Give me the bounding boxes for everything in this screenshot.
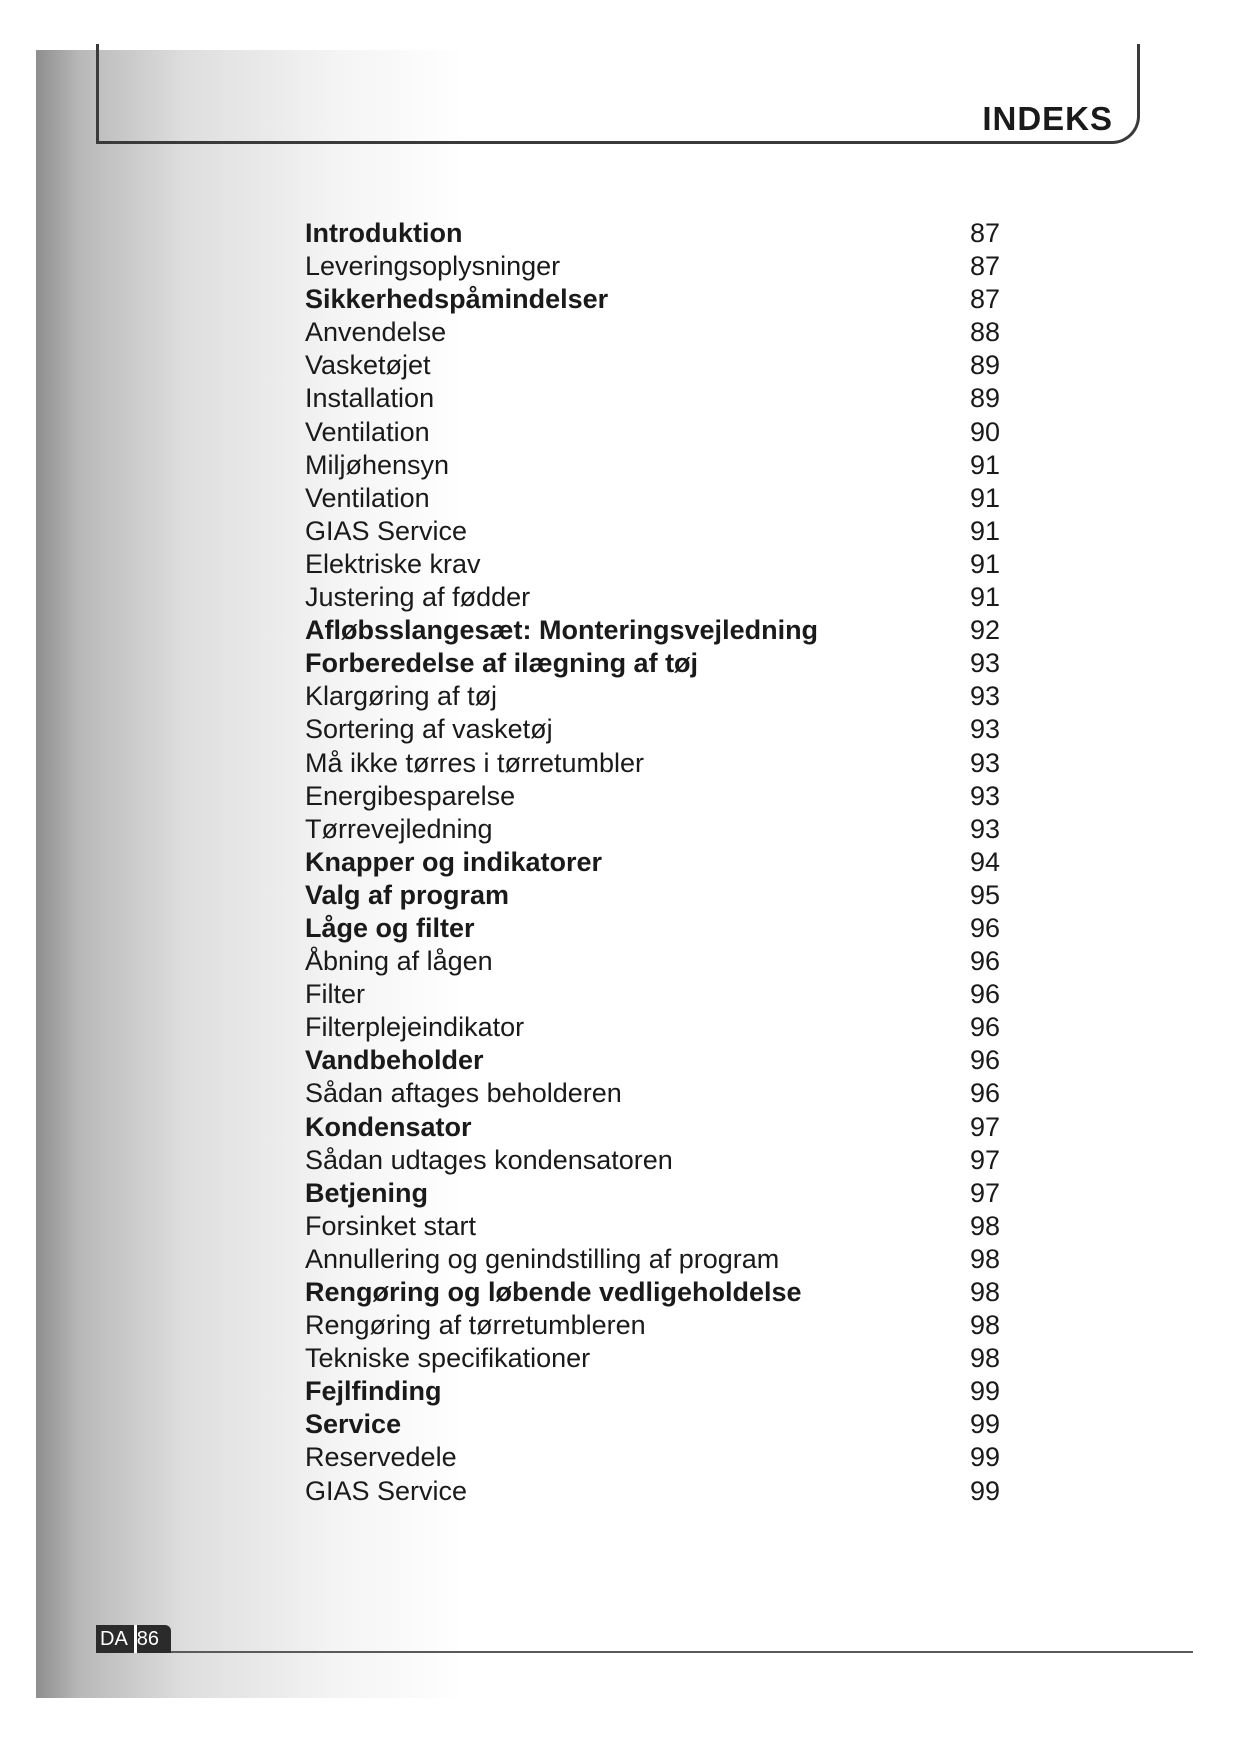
toc-entry-page: 93 (970, 780, 1001, 811)
toc-entry[interactable] (305, 680, 1015, 713)
footer-page-badge (96, 1625, 171, 1653)
toc-entry-label: GIAS Service (305, 1475, 468, 1506)
toc-entry[interactable] (305, 1144, 1015, 1177)
toc-entry[interactable] (305, 1276, 1015, 1309)
toc-entry-page: 99 (970, 1442, 1001, 1473)
toc-entry-page: 96 (970, 912, 1001, 943)
toc-entry-label: Installation (305, 383, 435, 414)
toc-entry-page: 99 (970, 1409, 1001, 1440)
toc-entry-label: Service (305, 1409, 402, 1440)
toc-entry[interactable] (305, 978, 1015, 1011)
toc-entry[interactable] (305, 747, 1015, 780)
toc-entry-page: 96 (970, 1078, 1001, 1109)
page-title: INDEKS (982, 100, 1113, 137)
toc-entry-label: Reservedele (305, 1442, 457, 1473)
toc-entry-page: 97 (970, 1111, 1001, 1142)
toc-entry-page: 91 (970, 582, 1001, 613)
toc-entry[interactable] (305, 1342, 1015, 1375)
toc-entry-page: 91 (970, 548, 1001, 579)
toc-entry-label: GIAS Service (305, 515, 468, 546)
toc-entry[interactable] (305, 217, 1015, 250)
toc-entry[interactable] (305, 780, 1015, 813)
toc-entry-page: 99 (970, 1376, 1001, 1407)
toc-entry-page: 97 (970, 1177, 1001, 1208)
toc-entry-label: Annullering og genindstilling af program (305, 1243, 780, 1274)
toc-entry-page: 87 (970, 218, 1001, 248)
toc-entry[interactable] (305, 945, 1015, 978)
toc-entry-page: 88 (970, 317, 1001, 348)
toc-entry-label: Ventilation (305, 416, 430, 447)
toc-entry-label: Energibesparelse (305, 780, 516, 811)
toc-entry-page: 90 (970, 416, 1001, 447)
toc-entry-page: 96 (970, 946, 1001, 977)
toc-entry-page: 89 (970, 383, 1001, 414)
toc-entry[interactable] (305, 581, 1015, 614)
toc-entry[interactable] (305, 1408, 1015, 1441)
toc-entry-label: Knapper og indikatorer (305, 846, 603, 877)
toc-entry-page: 96 (970, 1045, 1001, 1076)
toc-entry[interactable] (305, 879, 1015, 912)
toc-entry-label: Låge og filter (305, 912, 475, 943)
toc-entry-page: 92 (970, 615, 1001, 646)
toc-entry-page: 89 (970, 350, 1001, 381)
toc-entry-page: 93 (970, 747, 1001, 778)
toc-entry-label: Forberedelse af ilægning af tøj (305, 648, 699, 679)
toc-entry-page: 93 (970, 648, 1001, 679)
toc-entry[interactable] (305, 1210, 1015, 1243)
toc-entry[interactable] (305, 1011, 1015, 1044)
toc-entry[interactable] (305, 614, 1015, 647)
toc-entry[interactable] (305, 250, 1015, 283)
toc-entry[interactable] (305, 846, 1015, 879)
toc-entry[interactable] (305, 1441, 1015, 1474)
toc-entry-label: Miljøhensyn (305, 449, 450, 480)
toc-entry-label: Filter (305, 979, 365, 1010)
toc-entry-page: 93 (970, 813, 1001, 844)
toc-entry-page: 98 (970, 1243, 1001, 1274)
toc-entry-label: Fejlfinding (305, 1376, 442, 1407)
toc-entry[interactable] (305, 1375, 1015, 1408)
toc-entry-label: Rengøring af tørretumbleren (305, 1310, 646, 1341)
toc-entry[interactable] (305, 382, 1015, 415)
toc-entry-page: 95 (970, 879, 1001, 910)
toc-entry-page: 98 (970, 1310, 1001, 1341)
toc-entry-label: Filterplejeindikator (305, 1012, 525, 1043)
toc-entry-page: 93 (970, 714, 1001, 745)
toc-entry-page: 91 (970, 515, 1001, 546)
toc-entry-label: Elektriske krav (305, 548, 481, 579)
toc-entry[interactable] (305, 1309, 1015, 1342)
toc-entry-page: 98 (970, 1343, 1001, 1374)
toc-entry-label: Ventilation (305, 482, 430, 513)
toc-entry-label: Vasketøjet (305, 350, 431, 381)
toc-entry[interactable] (305, 1044, 1015, 1077)
toc-entry-label: Valg af program (305, 879, 510, 910)
toc-entry[interactable] (305, 713, 1015, 746)
toc-entry-page: 87 (970, 284, 1001, 315)
toc-entry[interactable] (305, 1177, 1015, 1210)
toc-entry-label: Åbning af lågen (305, 946, 493, 977)
toc-entry-label: Sikkerhedspåmindelser (305, 284, 609, 315)
toc-entry[interactable] (305, 1243, 1015, 1276)
toc-entry[interactable] (305, 1111, 1015, 1144)
toc-entry[interactable] (305, 1077, 1015, 1110)
toc-entry-label: Sortering af vasketøj (305, 714, 553, 745)
toc-entry-label: Leveringsoplysninger (305, 251, 561, 282)
toc-entry-label: Kondensator (305, 1111, 472, 1142)
toc-entry-label: Betjening (305, 1177, 429, 1208)
toc-entry-label: Rengøring og løbende vedligeholdelse (305, 1277, 802, 1307)
toc-entry-label: Anvendelse (305, 317, 447, 348)
toc-entry-label: Tørrevejledning (305, 813, 493, 844)
toc-entry-page: 96 (970, 979, 1001, 1010)
toc-entry[interactable] (305, 283, 1015, 316)
toc-entry[interactable] (305, 316, 1015, 349)
toc-entry[interactable] (305, 449, 1015, 482)
toc-entry[interactable] (305, 349, 1015, 382)
table-of-contents (305, 217, 1015, 1508)
toc-entry-page: 99 (970, 1475, 1001, 1506)
page-number: 86 (137, 1625, 171, 1653)
toc-entry-label: Forsinket start (305, 1210, 477, 1241)
toc-entry-label: Justering af fødder (305, 582, 531, 613)
toc-entry-page: 94 (970, 846, 1001, 877)
toc-entry-page: 96 (970, 1012, 1001, 1043)
toc-entry-page: 98 (970, 1210, 1001, 1241)
toc-entry[interactable] (305, 813, 1015, 846)
toc-entry-label: Vandbeholder (305, 1045, 484, 1076)
toc-entry-label: Introduktion (305, 218, 463, 248)
toc-entry-label: Må ikke tørres i tørretumbler (305, 747, 645, 778)
toc-entry[interactable] (305, 1475, 1015, 1508)
toc-entry-label: Tekniske specifikationer (305, 1343, 591, 1374)
toc-entry[interactable] (305, 416, 1015, 449)
toc-entry-page: 98 (970, 1277, 1001, 1307)
toc-entry-page: 87 (970, 251, 1001, 282)
toc-entry-label: Klargøring af tøj (305, 681, 498, 712)
toc-entry-label: Sådan aftages beholderen (305, 1078, 622, 1109)
toc-entry-page: 91 (970, 482, 1001, 513)
toc-entry[interactable] (305, 482, 1015, 515)
toc-entry-label: Sådan udtages kondensatoren (305, 1144, 673, 1175)
toc-entry[interactable] (305, 515, 1015, 548)
language-code: DA (96, 1625, 134, 1653)
toc-entry-page: 97 (970, 1144, 1001, 1175)
toc-entry-label: Afløbsslangesæt: Monteringsvejledning (305, 615, 819, 646)
toc-entry[interactable] (305, 912, 1015, 945)
toc-entry-page: 93 (970, 681, 1001, 712)
toc-entry[interactable] (305, 647, 1015, 680)
toc-entry-page: 91 (970, 449, 1001, 480)
footer-divider (96, 1651, 1193, 1653)
toc-entry[interactable] (305, 548, 1015, 581)
